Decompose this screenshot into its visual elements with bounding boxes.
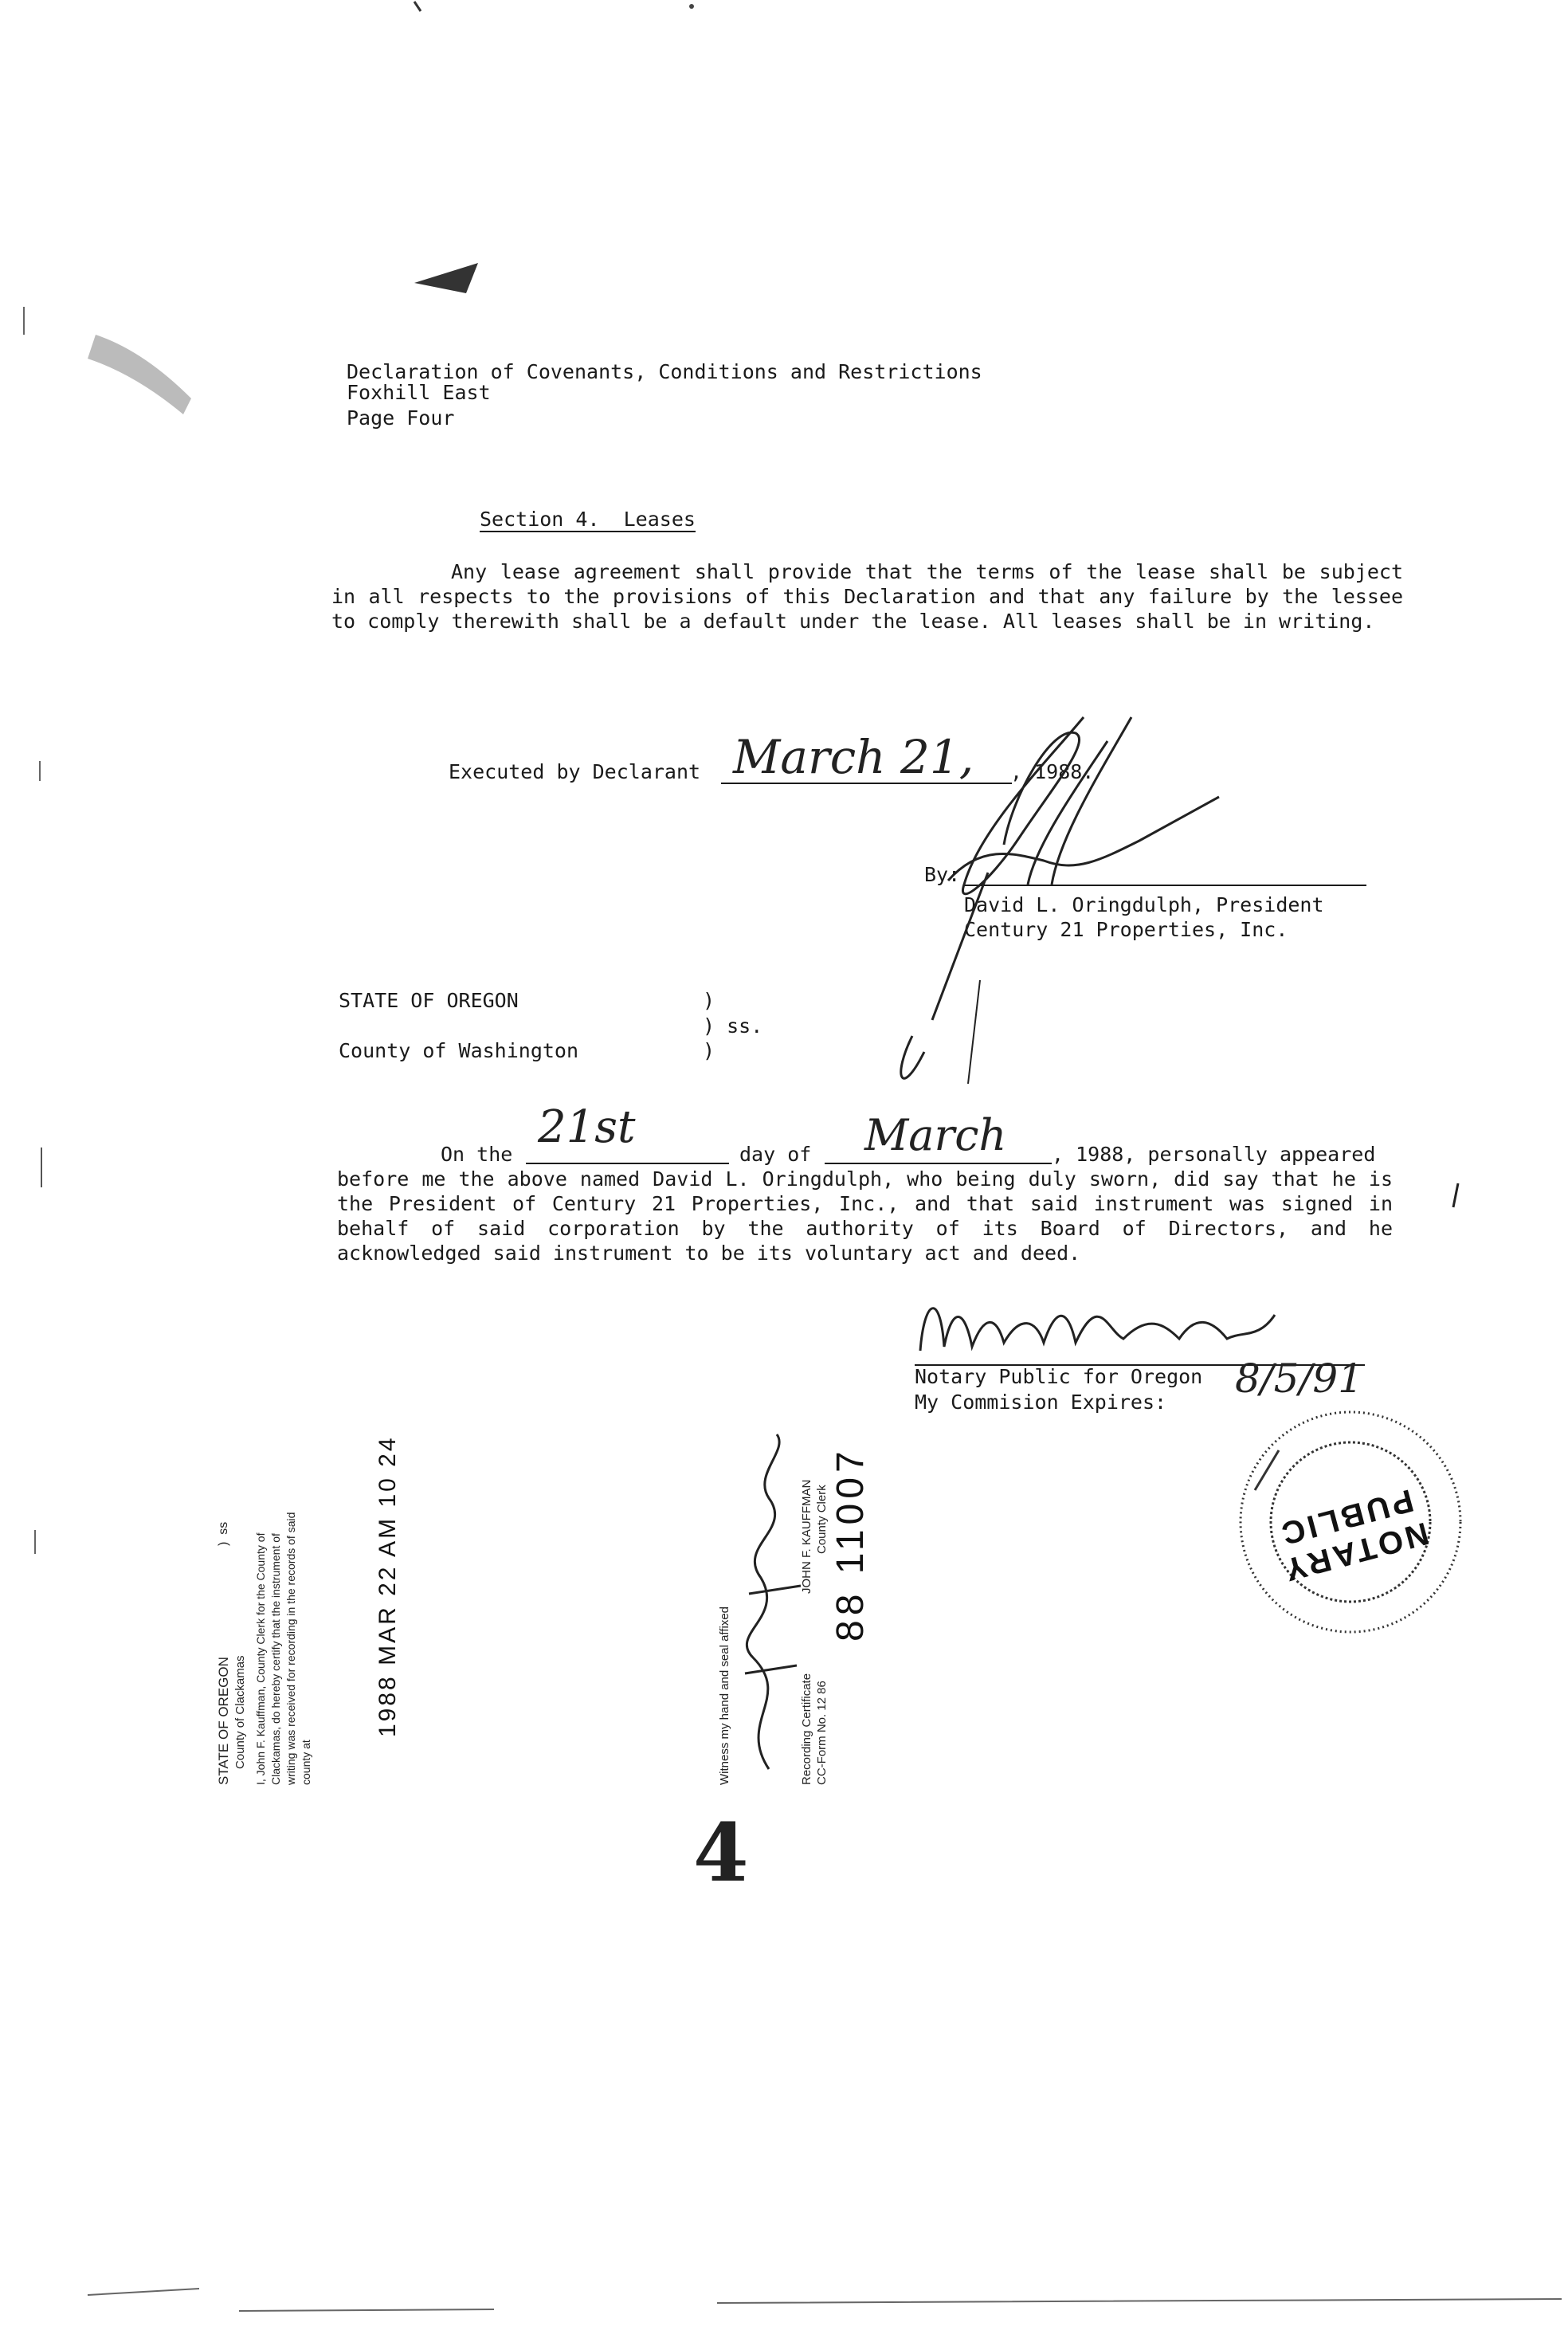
signer-name: David L. Oringdulph, President bbox=[964, 893, 1324, 916]
cert-ss: ) ss bbox=[217, 1521, 230, 1546]
executed-year: , 1988. bbox=[1010, 760, 1095, 783]
month-handwritten: March bbox=[864, 1110, 1007, 1160]
venue-county: County of Washington bbox=[339, 1039, 579, 1062]
venue-ss: ) ss. bbox=[703, 1014, 763, 1038]
cert-line3: writing was received for recording in the records of said bbox=[284, 1512, 297, 1785]
executed-date-handwritten: March 21, bbox=[733, 730, 974, 784]
cert-clerk-name: JOHN F. KAUFFMAN bbox=[800, 1479, 813, 1594]
venue-paren-top: ) bbox=[703, 989, 715, 1012]
cert-clerk-block bbox=[799, 1410, 829, 1594]
cert-form-title: Recording Certificate bbox=[800, 1673, 813, 1785]
cert-county: County of Clackamas bbox=[233, 1655, 247, 1769]
ack-day-of: day of bbox=[739, 1143, 812, 1166]
day-handwritten: 21st bbox=[538, 1101, 636, 1153]
ack-on-the: On the bbox=[441, 1143, 513, 1166]
cert-clerk-title: County Clerk bbox=[815, 1485, 829, 1554]
day-line bbox=[526, 1163, 729, 1164]
cert-form-number: CC-Form No. 12 86 bbox=[815, 1681, 829, 1785]
clerk-certificate bbox=[215, 1418, 327, 1785]
doc-title: Declaration of Covenants, Conditions and Restrictions bbox=[347, 360, 982, 383]
cert-line2: Clackamas, do hereby certify that the instrument of bbox=[269, 1533, 282, 1785]
cert-line1: I, John F. Kauffman, County Clerk for the County of bbox=[254, 1532, 267, 1785]
executed-label: Executed by Declarant bbox=[449, 760, 701, 783]
record-number: 88 11007 bbox=[829, 1446, 872, 1642]
section-heading: Section 4. Leases bbox=[480, 508, 696, 531]
month-line bbox=[825, 1163, 1052, 1164]
section-body: Any lease agreement shall provide that the terms of the lease shall be subject in all respects to the provisions of this Declaration and that any failure by the lessee to comply therewith shall be a default under the lease. All leases shall be in writing. bbox=[331, 560, 1403, 633]
ack-body: before me the above named David L. Oringdulph, who being duly sworn, did say that he is the President of Century 21 Properties, Inc., and that said instrument was signed in behalf of said corporation by the authority of its Board of Directors, and he acknowledged said instrument to be its voluntary act and deed. bbox=[337, 1167, 1393, 1265]
notary-commission: My Commision Expires: bbox=[915, 1391, 1167, 1414]
cert-form-block bbox=[799, 1642, 829, 1785]
ack-rest-line1: , 1988, personally appeared bbox=[1052, 1143, 1376, 1166]
declarant-signature bbox=[837, 701, 1251, 1084]
notary-expires-handwritten: 8/5/91 bbox=[1235, 1355, 1363, 1402]
project-name: Foxhill East bbox=[347, 381, 491, 404]
notary-seal bbox=[1231, 1402, 1470, 1642]
notary-signature bbox=[908, 1283, 1291, 1363]
cert-state: STATE OF OREGON bbox=[216, 1657, 231, 1785]
venue-paren-bottom: ) bbox=[703, 1039, 715, 1062]
cert-line4: county at bbox=[300, 1740, 312, 1785]
signer-company: Century 21 Properties, Inc. bbox=[964, 918, 1288, 941]
cert-witness: Witness my hand and seal affixed bbox=[718, 1606, 731, 1785]
page-number: 4 bbox=[693, 1806, 749, 1900]
notary-title: Notary Public for Oregon bbox=[915, 1365, 1203, 1388]
recording-timestamp: 1988 MAR 22 AM 10 24 bbox=[374, 1435, 401, 1737]
venue-state: STATE OF OREGON bbox=[339, 989, 519, 1012]
by-label: By: bbox=[924, 863, 961, 886]
seal-text: NOTARY PUBLIC bbox=[1275, 1482, 1433, 1588]
page-label: Page Four bbox=[347, 406, 455, 430]
